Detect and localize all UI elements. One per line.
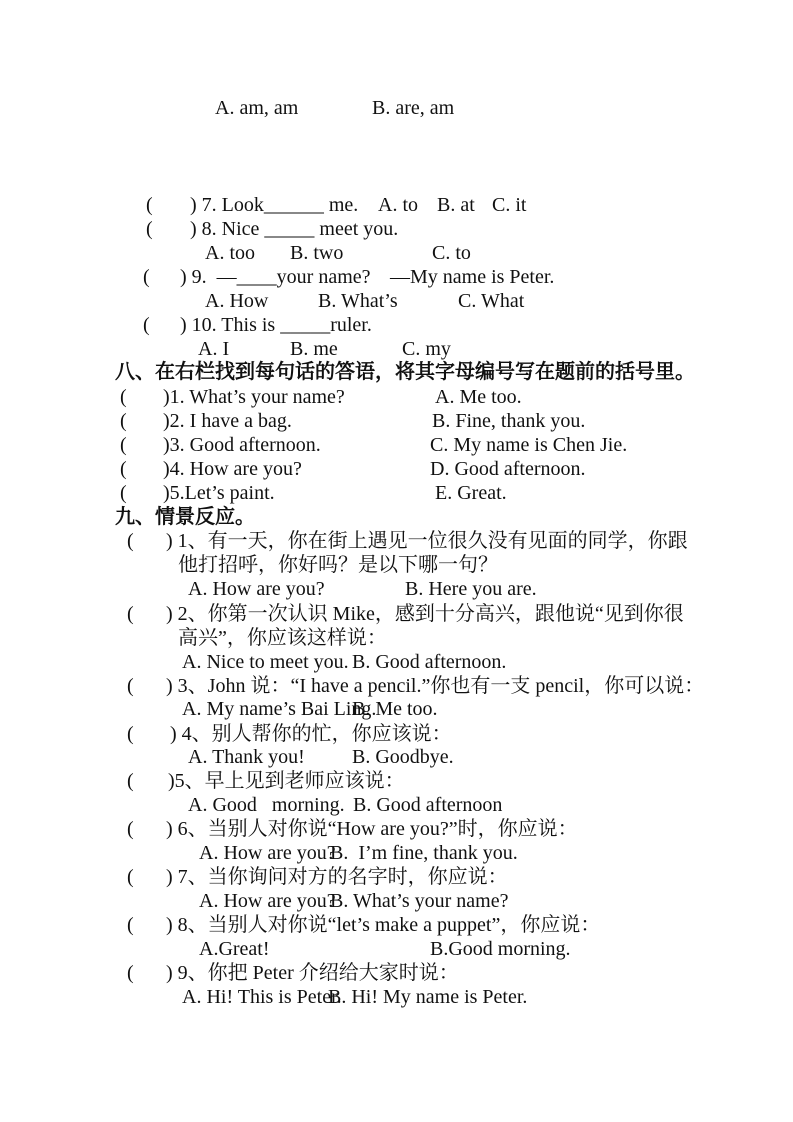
p8-row2-answer: B. Fine, thank you. — [432, 410, 586, 432]
p7-q7-text: ) 7. Look______ me. — [190, 194, 359, 216]
p9-q1-line2: 他打招呼，你好吗？是以下哪一句？ — [178, 554, 498, 576]
p8-row1-question: )1. What’s your name? — [163, 386, 345, 408]
p9-q8-line1: ) 8、当别人对你说“let’s make a puppet”，你应说： — [166, 914, 601, 936]
p9-q9-option-b: B. Hi! My name is Peter. — [328, 986, 528, 1008]
p8-row3-answer: C. My name is Chen Jie. — [430, 434, 628, 456]
p9-q6-line1: ) 6、当别人对你说“How are you?”时，你应说： — [166, 818, 578, 840]
p9-q7-line1: ) 7、当你询问对方的名字时，你应说： — [166, 866, 508, 888]
p8-row2-question: )2. I have a bag. — [163, 410, 292, 432]
p7-q7-option-c: C. it — [492, 194, 527, 216]
p9-q1-option-a: A. How are you? — [188, 578, 325, 600]
section-nine-heading: 九、情景反应。 — [115, 506, 255, 528]
p9-q5-line1: )5、早上见到老师应该说： — [168, 770, 405, 792]
p7-q7-option-a: A. to — [378, 194, 418, 216]
p8-row5-bracket: ( — [120, 482, 127, 504]
p7-q8-bracket: ( — [146, 218, 153, 240]
p9-q3-line1: ) 3、John 说：“I have a pencil.”你也有一支 pencil，你可以说： — [166, 675, 705, 697]
p9-q4-bracket: ( — [127, 723, 134, 745]
p9-q8-option-a: A.Great! — [199, 938, 270, 960]
p9-q8-option-b: B.Good morning. — [430, 938, 571, 960]
p9-q4-option-b: B. Goodbye. — [352, 746, 454, 768]
p9-q7-option-a: A. How are you? — [199, 890, 336, 912]
p8-row1-answer: A. Me too. — [435, 386, 522, 408]
p8-row3-question: )3. Good afternoon. — [163, 434, 321, 456]
p9-q7-bracket: ( — [127, 866, 134, 888]
p9-q3-option-a: A. My name’s Bai Ling. — [182, 698, 377, 720]
p7-q6-option-a: A. am, am — [215, 97, 299, 119]
p9-q4-line1: ) 4、别人帮你的忙，你应该说： — [170, 723, 452, 745]
p9-q4-option-a: A. Thank you! — [188, 746, 305, 768]
p9-q1-line1: ) 1、有一天，你在街上遇见一位很久没有见面的同学，你跟 — [166, 530, 688, 552]
p9-q1-bracket: ( — [127, 530, 134, 552]
p9-q2-line1: ) 2、你第一次认识 Mike，感到十分高兴，跟他说“见到你很 — [166, 603, 684, 625]
p8-row5-question: )5.Let’s paint. — [163, 482, 275, 504]
p9-q2-option-a: A. Nice to meet you. — [182, 651, 349, 673]
p8-row4-question: )4. How are you? — [163, 458, 302, 480]
p9-q2-line2: 高兴”，你应该这样说： — [178, 627, 387, 649]
p8-row5-answer: E. Great. — [435, 482, 507, 504]
p7-q10-text: ) 10. This is _____ruler. — [180, 314, 372, 336]
p7-q10-option-a: A. I — [198, 338, 230, 360]
p9-q8-bracket: ( — [127, 914, 134, 936]
p9-q1-option-b: B. Here you are. — [405, 578, 537, 600]
p7-q9-option-c: C. What — [458, 290, 525, 312]
p9-q7-option-b: B. What’s your name? — [330, 890, 509, 912]
p7-q9-bracket: ( — [143, 266, 150, 288]
p7-q8-option-b: B. two — [290, 242, 344, 264]
p9-q6-option-b: B. I’m fine, thank you. — [330, 842, 518, 864]
p9-q2-bracket: ( — [127, 603, 134, 625]
p9-q9-bracket: ( — [127, 962, 134, 984]
p7-q10-option-b: B. me — [290, 338, 338, 360]
p7-q7-bracket: ( — [146, 194, 153, 216]
p9-q6-option-a: A. How are you? — [199, 842, 336, 864]
p9-q2-option-b: B. Good afternoon. — [352, 651, 507, 673]
p7-q6-option-b: B. are, am — [372, 97, 455, 119]
p9-q5-option-a: A. Good morning. — [188, 794, 345, 816]
p7-q9-answer-text: —My name is Peter. — [390, 266, 555, 288]
p9-q9-option-a: A. Hi! This is Peter. — [182, 986, 342, 1008]
p9-q9-line1: ) 9、你把 Peter 介绍给大家时说： — [166, 962, 459, 984]
p9-q5-option-b: B. Good afternoon — [353, 794, 503, 816]
p7-q9-option-a: A. How — [205, 290, 269, 312]
p9-q3-bracket: ( — [127, 675, 134, 697]
p8-row1-bracket: ( — [120, 386, 127, 408]
p7-q8-text: ) 8. Nice _____ meet you. — [190, 218, 399, 240]
p9-q6-bracket: ( — [127, 818, 134, 840]
p9-q3-option-b: B. Me too. — [352, 698, 438, 720]
p9-q5-bracket: ( — [127, 770, 134, 792]
p7-q9-text: ) 9. —____your name? — [180, 266, 371, 288]
p7-q9-option-b: B. What’s — [318, 290, 398, 312]
p8-row4-bracket: ( — [120, 458, 127, 480]
p7-q8-option-a: A. too — [205, 242, 255, 264]
section-eight-heading: 八、在右栏找到每句话的答语，将其字母编号写在题前的括号里。 — [115, 361, 695, 383]
p7-q10-bracket: ( — [143, 314, 150, 336]
p8-row4-answer: D. Good afternoon. — [430, 458, 586, 480]
p7-q7-option-b: B. at — [437, 194, 475, 216]
p7-q8-option-c: C. to — [432, 242, 471, 264]
p8-row2-bracket: ( — [120, 410, 127, 432]
p7-q10-option-c: C. my — [402, 338, 451, 360]
p8-row3-bracket: ( — [120, 434, 127, 456]
